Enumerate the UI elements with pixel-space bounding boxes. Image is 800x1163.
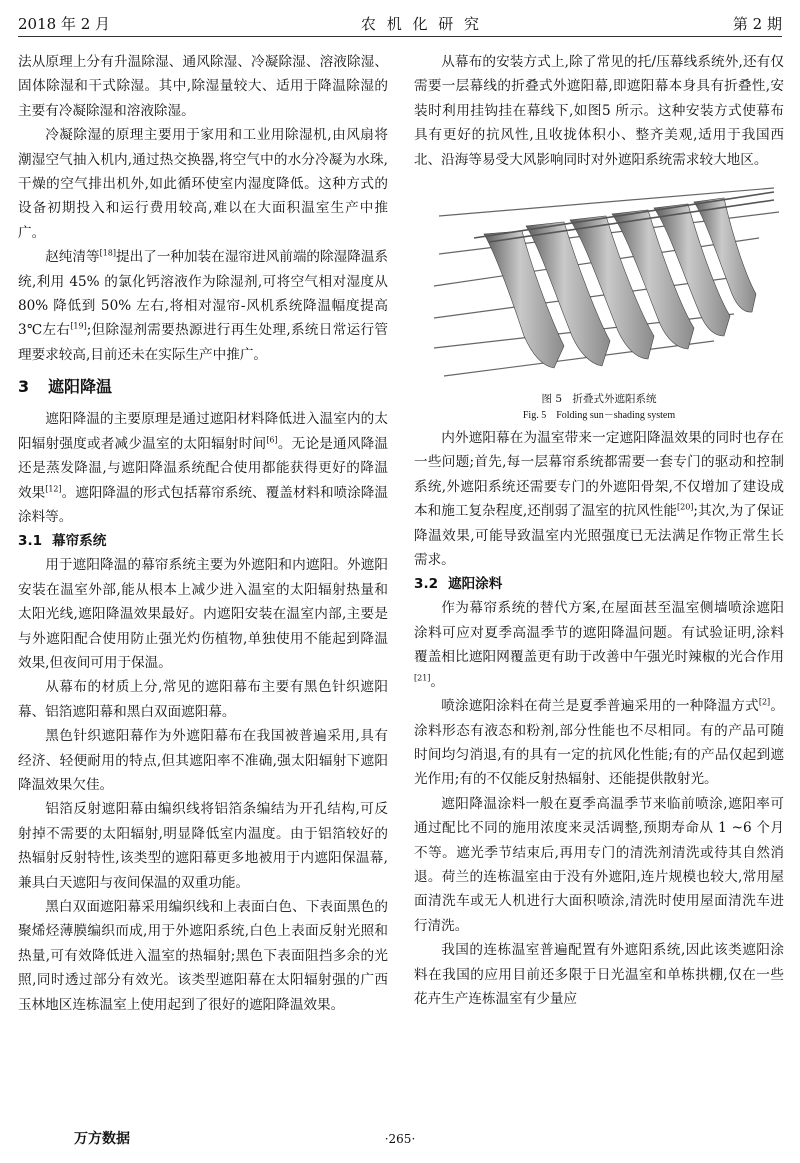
citation: [18] (99, 248, 117, 258)
paragraph: 黑色针织遮阳幕作为外遮阳幕布在我国被普遍采用,具有经济、轻便耐用的特点,但其遮阳率不准确,强太阳辐射下遮阳降温效果欠佳。 (18, 728, 388, 793)
figure-caption-chinese: 图 5 折叠式外遮阳系统 (541, 393, 657, 406)
header-date: 2018 年 2 月 (18, 14, 111, 33)
paragraph: 赵纯清等[18]提出了一种加装在湿帘进风前端的除湿降温系统,利用 45% 的氯化钙溶液作为除湿剂,可将空气相对湿度从 80% 降低到 50% 左右,将相对湿帘-风机系统降温幅度提高 3℃左右[19];但除湿剂需要热源进行再生处理,系统日常运行管理要求较高,目前还未在实际生产中推广。 (18, 248, 389, 363)
paragraph: 用于遮阳降温的幕帘系统主要为外遮阳和内遮阳。外遮阳安装在温室外部,能从根本上减少进入温室的太阳辐射热量和太阳光线,遮阳降温效果最好。内遮阳安装在温室内部,主要是与外遮阳配合使用防止强光灼伤植物,单独使用不能起到降温效果,但夜间可用于保温。 (18, 557, 388, 671)
citation: [12] (45, 483, 62, 493)
folding-sun-shading-illustration (414, 176, 784, 386)
subsection-heading: 3.1 幕帘系统 (18, 533, 107, 550)
figure-caption-english: Fig. 5 Folding sun－shading system (522, 410, 676, 422)
citation: [6] (266, 435, 278, 445)
subsection-heading: 3.2 遮阳涂料 (414, 576, 503, 593)
citation: [2] (758, 697, 771, 707)
paragraph: 黑白双面遮阳幕采用编织线和上表面白色、下表面黑色的聚烯烃薄膜编织而成,用于外遮阳系统,白色上表面反射光照和热量,可有效降低进入温室的热辐射;黑色下表面阻挡多余的光照,同时透过部分有效光。该类型遮阳幕在太阳辐射强的广西玉林地区连栋温室上使用起到了很好的遮阳降温效果。 (18, 899, 388, 1013)
running-header (18, 10, 782, 37)
paragraph: 遮阳降温涂料一般在夏季高温季节来临前喷涂,遮阳率可通过配比不同的施用浓度来灵活调整,预期寿命从 1 ~6 个月不等。遮光季节结束后,再用专门的清洗剂清洗或待其自然消退。荷兰的连栋温室由于没有外遮阳,连片规模也较大,常用屋面清洗车或无人机进行大面积喷涂,清洗时使用屋面清洗车进行清洗。 (414, 795, 784, 934)
citation: [20] (676, 502, 694, 512)
paragraph: 从幕布的材质上分,常见的遮阳幕布主要有黑色针织遮阳幕、铝箔遮阳幕和黑白双面遮阳幕。 (18, 679, 388, 720)
paragraph: 铝箔反射遮阳幕由编织线将铝箔条编结为开孔结构,可反射掉不需要的太阳辐射,明显降低室内温度。由于铝箔较好的热辐射反射特性,该类型的遮阳幕更多地被用于内遮阳保温幕,兼具白天遮阳与夜间保温的双重功能。 (18, 801, 388, 891)
wanfang-data-logo: 万方数据 (74, 1131, 130, 1147)
paragraph: 我国的连栋温室普遍配置有外遮阳系统,因此该类遮阳涂料在我国的应用目前还多限于日光温室和单栋拱棚,仅在一些花卉生产连栋温室有少量应 (414, 942, 784, 1007)
paragraph: 喷涂遮阳涂料在荷兰是夏季普遍采用的一种降温方式[2]。涂料形态有液态和粉剂,部分性能也不尽相同。有的产品可随时间均匀消退,有的具有一定的抗风化性能;有的产品仅起到遮光作用;有的不仅能反射热辐射、还能提供散射光。 (414, 697, 784, 788)
paragraph: 遮阳降温的主要原理是通过遮阳材料降低进入温室内的太阳辐射强度或者减少温室的太阳辐射时间[6]。无论是通风降温还是蒸发降温,与遮阳降温系统配合使用都能获得更好的降温效果[12]。遮阳降温的形式包括幕帘系统、覆盖材料和喷涂降温涂料等。 (18, 411, 389, 525)
paragraph: 法从原理上分有升温除湿、通风除湿、冷凝除湿、溶液除湿、固体除湿和干式除湿。其中,除湿量较大、适用于降温除湿的主要有冷凝除湿和溶液除湿。 (18, 54, 388, 119)
paragraph: 冷凝除湿的原理主要用于家用和工业用除湿机,由风扇将潮湿空气抽入机内,通过热交换器,将空气中的水分冷凝为水珠,干燥的空气排出机外,如此循环使室内湿度降低。这种方式的设备初期投入和运行费用较高,难以在大面积温室生产中推广。 (18, 127, 388, 241)
figure-5 (414, 176, 784, 426)
page-number: ·265· (384, 1132, 416, 1146)
journal-title: 农 机 化 研 究 (360, 14, 482, 33)
citation: [19] (70, 321, 87, 331)
issue-number: 第 2 期 (732, 14, 782, 33)
left-column (18, 50, 388, 1017)
paragraph: 内外遮阳幕在为温室带来一定遮阳降温效果的同时也存在一些问题;首先,每一层幕帘系统都需要一套专门的驱动和控制系统,外遮阳系统还需要专门的外遮阳骨架,不仅增加了建设成本和施工复杂程度,还削弱了温室的抗风性能[20];其次,为了保证降温效果,可能导致温室内光照强度已无法满足作物正常生长需求。 (414, 430, 784, 569)
right-column (414, 50, 784, 1011)
paragraph: 从幕布的安装方式上,除了常见的托/压幕线系统外,还有仅需要一层幕线的折叠式外遮阳幕,即遮阳幕本身具有折叠性,安装时利用挂钩挂在幕线下,如图5 所示。这种安装方式使幕布具有更好的抗风性,且收拢体积小、整齐美观,适用于我国西北、沿海等易受大风影响同时对外遮阳系统需求较大地区。 (414, 54, 784, 168)
paragraph: 作为幕帘系统的替代方案,在屋面甚至温室侧墙喷涂遮阳涂料可应对夏季高温季节的遮阳降温问题。有试验证明,涂料覆盖相比遮阳网覆盖更有助于改善中午强光时辣椒的光合作用[21]。 (414, 600, 784, 690)
section-heading: 3 遮阳降温 (18, 377, 113, 397)
citation: [21] (414, 673, 431, 683)
